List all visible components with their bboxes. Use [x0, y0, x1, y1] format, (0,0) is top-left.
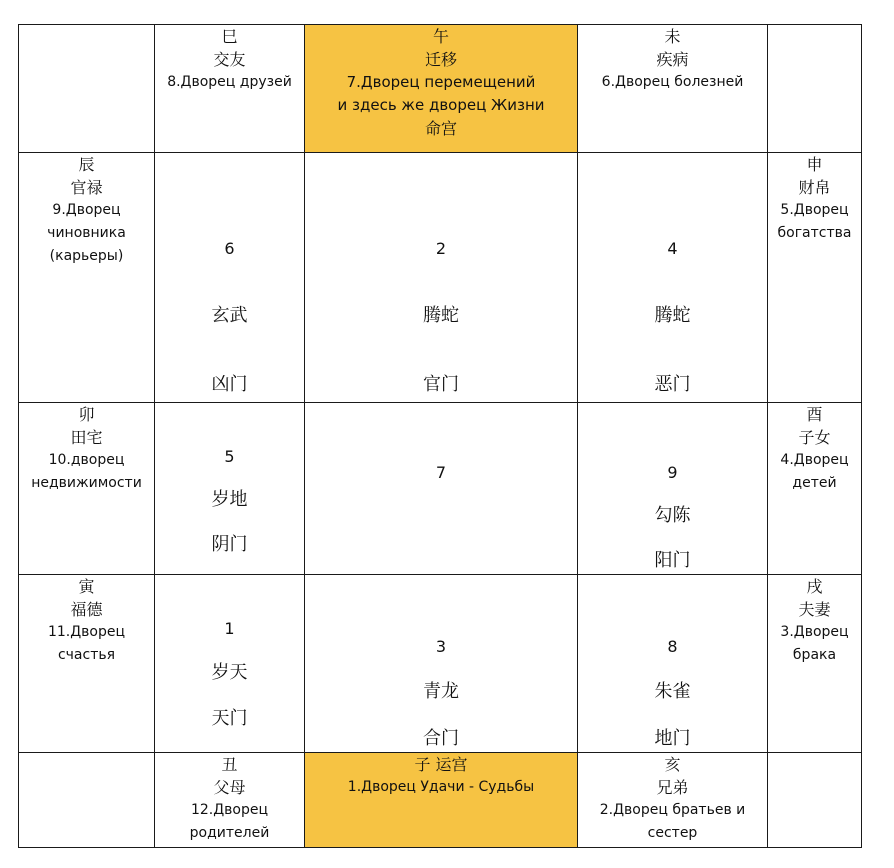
palace-ru-line: 2.Дворец братьев и: [599, 802, 746, 818]
grid-cell-r3c2: [305, 575, 578, 753]
branch-label: 辰: [78, 155, 95, 174]
grid-star: 岁天: [211, 662, 248, 683]
palace-chart-table: [18, 24, 862, 848]
grid-star: 玄武: [211, 305, 248, 326]
palace-title-cn: 子 运宫: [414, 755, 468, 774]
grid-number: 1: [224, 619, 235, 638]
palace-ru-line: детей: [792, 475, 837, 491]
palace-yin-cell: [19, 575, 155, 753]
grid-star: 勾陈: [654, 505, 691, 526]
middle-row-1: [19, 153, 862, 403]
grid-cell-r2c3: [578, 403, 768, 575]
palace-xu-cell: [768, 575, 862, 753]
grid-gate: 地门: [654, 728, 691, 749]
corner-top-right: [768, 25, 862, 153]
palace-cn-label: 交友: [213, 50, 246, 69]
palace-zi-cell: [305, 753, 578, 848]
grid-star: 腾蛇: [654, 305, 691, 326]
palace-cn-label: 福德: [70, 600, 103, 619]
grid-star: 朱雀: [654, 681, 691, 702]
palace-cn-label: 财帛: [798, 178, 831, 197]
palace-cn-label: 官禄: [70, 178, 103, 197]
palace-ru-label: 6.Дворец болезней: [601, 74, 744, 90]
grid-gate: 合门: [423, 728, 459, 749]
grid-number: 5: [224, 447, 235, 466]
palace-cn-label: 兄弟: [656, 778, 689, 797]
grid-number: 2: [435, 239, 447, 258]
grid-star: 腾蛇: [423, 305, 459, 326]
palace-wu-cell: [305, 25, 578, 153]
palace-ru-label: 1.Дворец Удачи - Судьбы: [347, 779, 535, 795]
palace-si-cell: [155, 25, 305, 153]
bottom-row: [19, 753, 862, 848]
palace-you-cell: [768, 403, 862, 575]
grid-cell-r3c3: [578, 575, 768, 753]
palace-ru-line: 12.Дворец: [190, 802, 269, 818]
grid-gate: 天门: [211, 708, 248, 729]
palace-ru-line: 4.Дворец: [780, 452, 849, 468]
branch-label: 巳: [221, 27, 238, 46]
palace-ru-line: богатства: [777, 225, 852, 241]
palace-shen-cell: [768, 153, 862, 403]
grid-cell-r2c2: [305, 403, 578, 575]
palace-ru-line: 3.Дворец: [780, 624, 849, 640]
grid-number: 9: [667, 463, 678, 482]
palace-ru-line: недвижимости: [31, 475, 142, 491]
grid-gate: 恶门: [654, 374, 691, 395]
palace-ru-line: сестер: [647, 825, 698, 841]
palace-chen-cell: [19, 153, 155, 403]
branch-label: 申: [806, 155, 823, 174]
corner-bottom-left: [19, 753, 155, 848]
middle-row-2: [19, 403, 862, 575]
palace-ru-label: 8.Дворец друзей: [167, 74, 292, 90]
grid-gate: 凶门: [211, 374, 248, 395]
grid-cell-r2c1: [155, 403, 305, 575]
palace-ru-label-2: и здесь же дворец Жизни: [337, 96, 545, 114]
branch-label: 亥: [664, 755, 681, 774]
palace-ru-line: счастья: [57, 647, 116, 663]
palace-cn-label: 夫妻: [798, 600, 831, 619]
palace-ru-line: 11.Дворец: [47, 624, 126, 640]
grid-cell-r3c1: [155, 575, 305, 753]
grid-gate: 阴门: [211, 534, 248, 555]
grid-number: 3: [435, 637, 447, 656]
branch-label: 未: [664, 27, 681, 46]
branch-label: 戌: [806, 577, 823, 596]
grid-number: 8: [667, 637, 678, 656]
palace-ru-label: 7.Дворец перемещений: [346, 73, 536, 91]
palace-ru-line: 9.Дворец: [52, 202, 121, 218]
grid-number: 6: [224, 239, 235, 258]
top-row: [19, 25, 862, 153]
palace-cn-label: 迁移: [424, 50, 457, 69]
palace-ru-line: (карьеры): [49, 248, 124, 264]
palace-cn-label: 疾病: [656, 50, 689, 69]
middle-row-3: [19, 575, 862, 753]
grid-cell-r1c1: [155, 153, 305, 403]
grid-number: 4: [667, 239, 678, 258]
palace-ru-line: брака: [792, 647, 837, 663]
grid-number: 7: [435, 463, 447, 482]
grid-gate: 阳门: [654, 550, 691, 571]
grid-star: 青龙: [423, 681, 459, 702]
palace-cn-label: 父母: [213, 778, 246, 797]
life-palace-cn-label: 命宫: [424, 119, 457, 138]
branch-label: 寅: [78, 577, 95, 596]
palace-cn-label: 子女: [798, 428, 831, 447]
palace-wei-cell: [578, 25, 768, 153]
palace-ru-line: чиновника: [47, 225, 126, 241]
branch-label: 酉: [806, 405, 823, 424]
palace-ru-line: родителей: [189, 825, 270, 841]
palace-ru-line: 5.Дворец: [780, 202, 849, 218]
corner-top-left: [19, 25, 155, 153]
palace-cn-label: 田宅: [70, 428, 103, 447]
palace-hai-cell: [578, 753, 768, 848]
palace-ru-line: 10.дворец: [48, 452, 125, 468]
grid-cell-r1c2: [305, 153, 578, 403]
branch-label: 午: [432, 27, 449, 46]
grid-gate: 官门: [423, 374, 459, 395]
grid-star: 岁地: [211, 489, 248, 510]
branch-label: 卯: [78, 405, 95, 424]
corner-bottom-right: [768, 753, 862, 848]
branch-label: 丑: [221, 755, 238, 774]
grid-cell-r1c3: [578, 153, 768, 403]
palace-chou-cell: [155, 753, 305, 848]
palace-mao-cell: [19, 403, 155, 575]
